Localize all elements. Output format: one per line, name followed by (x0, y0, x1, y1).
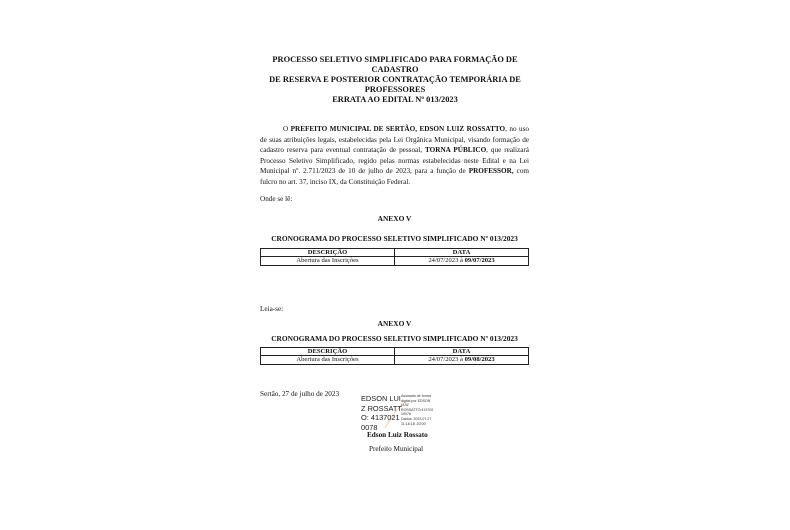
row-date: 24/07/2023 à 09/07/2023 (395, 257, 529, 265)
annex-title-original: ANEXO V (377, 214, 412, 223)
errata-subtitle: ERRATA AO EDITAL Nº 013/2023 (332, 95, 458, 104)
schedule-title-original: CRONOGRAMA DO PROCESSO SELETIVO SIMPLIFICADO Nº 013/2023 (271, 234, 518, 243)
table-row (261, 257, 529, 265)
document-title (250, 55, 540, 95)
row-description: Abertura das Inscrições (261, 356, 395, 364)
job-role: PROFESSOR, (468, 167, 514, 176)
title-line-1: PROCESSO SELETIVO SIMPLIFICADO PARA FORMAÇÃO DE CADASTRO (272, 55, 518, 74)
schedule-table-original (260, 248, 529, 266)
table-header-row (261, 348, 529, 356)
schedule-table-corrected (260, 347, 529, 365)
digital-signature-stamp (361, 394, 451, 434)
public-notice: TORNA PÚBLICO (425, 146, 487, 155)
title-line-3: PROFESSORES (364, 85, 426, 94)
place-date: Sertão, 27 de julho de 2023 (260, 390, 340, 398)
table-row (261, 356, 529, 364)
header-date: DATA (395, 249, 529, 257)
table-header-row (261, 249, 529, 257)
row-description: Abertura das Inscrições (261, 257, 395, 265)
header-description: DESCRIÇÃO (261, 249, 395, 257)
annex-title-corrected: ANEXO V (377, 319, 412, 328)
header-date: DATA (395, 348, 529, 356)
schedule-title-corrected: CRONOGRAMA DO PROCESSO SELETIVO SIMPLIFICADO Nº 013/2023 (271, 334, 518, 343)
title-line-2: DE RESERVA E POSTERIOR CONTRATAÇÃO TEMPORÁRIA DE (269, 75, 521, 84)
header-description: DESCRIÇÃO (261, 348, 395, 356)
mayor-title: PREFEITO MUNICIPAL DE SERTÃO, EDSON LUIZ ROSSATTO (290, 125, 506, 133)
signature-name: EDSON LUIZ ROSSATTO: 41370210078 (361, 394, 402, 432)
where-reads-label: Onde se lê: (260, 195, 293, 203)
signer-name: Edson Luiz Rossato (367, 431, 428, 439)
should-read-label: Leia-se: (260, 305, 284, 313)
intro-paragraph: O PREFEITO MUNICIPAL DE SERTÃO, EDSON LUIZ ROSSATTO, no uso de suas atribuições legais, estabelecidas pela Lei Orgânica Municipal, visando formação de cadastro reserva para eventual contratação de pessoal, TORNA PÚBLICO, que realizará Processo Seletivo Simplificado, regido pelas normas estabelecidas neste Edital e na Lei Municipal nº. 2.711/2023 de 10 de julho de 2023, para a função de PROFESSOR, com fulcro no art. 37, inciso IX, da Constituição Federal. (260, 125, 530, 186)
signer-role: Prefeito Municipal (369, 445, 424, 453)
row-date: 24/07/2023 à 09/08/2023 (395, 356, 529, 364)
signature-details: Assinado de forma digital por EDSON LUIZ ROSSATTO:413702 10078 Dados: 2023.07.27 11:18:18 -03'00' (401, 394, 434, 426)
